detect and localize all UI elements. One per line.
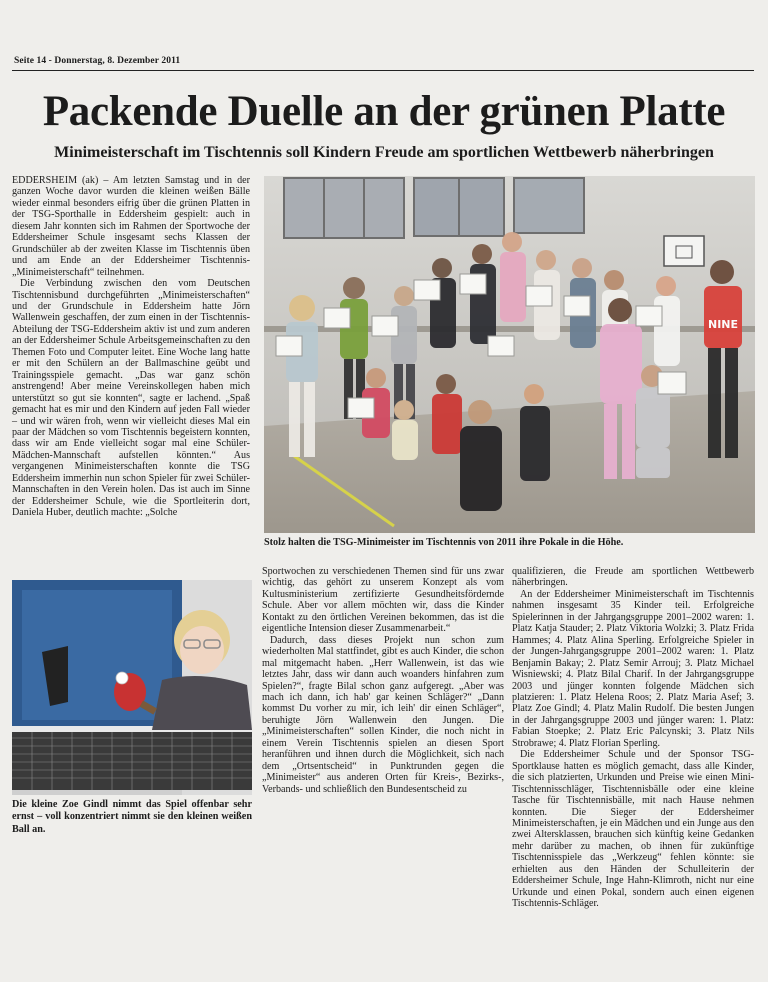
headline: Packende Duelle an der grünen Platte [42, 88, 726, 135]
article-column-1 [12, 175, 250, 519]
paragraph: An der Eddersheimer Minimeisterschaft im Tischtennis nahmen insgesamt 35 Kinder teil. Erfolgreiche Spielerinnen in der Jahrgangsgruppe 2001–2002 waren: 1. Platz Katja Stauder; 2. Platz Viktoria Wolzki; 3. Platz Frida Hammes; 4. Platz Alina Sperling. Erfolgreiche Spieler in der Jungen-Jahrgangsgruppe 2001–2002 waren: 1. Platz Benjamin Bakay; 2. Platz Semir Arrouj; 3. Platz Michael Wisniewski; 4. Platz Bilal Charif. In der Jahrgangsgruppe 2003 und jünger konnten folgende Mädchen sich platzieren: 1. Platz Helena Roos; 2. Platz Maria Asef; 3. Platz Zoe Gindl; 4. Platz Malin Rudolf. Die besten Jungen in der Jahrgangsgruppe 2003 und jünger waren: 1. Platz: Fabian Stoepke; 2. Platz Eric Palcynski; 3. Platz Nils Strobrawe; 4. Platz Florian Sperling. [512, 588, 754, 749]
page-folio: Seite 14 - Donnerstag, 8. Dezember 2011 [14, 56, 181, 66]
group-photo [264, 176, 755, 533]
paragraph: qualifizieren, die Freude am sportlichen Wettbewerb näherbringen. [512, 566, 754, 589]
zoe-photo-illustration [12, 580, 252, 795]
article-column-2 [262, 566, 504, 795]
shirt-text: NINE [708, 318, 739, 331]
subheadline: Minimeisterschaft im Tischtennis soll Kindern Freude am sportlichen Wettbewerb näherbringen [54, 144, 714, 161]
paragraph: Die Verbindung zwischen den vom Deutschen Tischtennisbund durchgeführten „Minimeisterschaften“ und der Grundschule in Eddersheim hatte Jörn Wallenwein geschaffen, der zum einen in der Tischtennis-Abteilung der TSG-Eddersheim aktiv ist und zum anderen an der Eddersheimer Schule Arbeitsgemeinschaften zu den Themen Foto und Computer leitet. Eine Woche lang hatte er mit den Schülern an der Ballmaschine geübt und Trainingsspiele gemacht. „Das war ganz schön anstrengend! Aber meine Vereinskollegen haben mich unterstützt so gut sie konnten“, sagte er lachend. „Spaß gemacht hat es mir und den Kindern auf jeden Fall wieder – und wir wären froh, wenn wir vielleicht dieses Mal ein paar der Mädchen so vom Tischtennis begeistern konnten, dass wir am Ende vielleicht sogar mal eine Schüler-Mädchen-Mannschaft aufstellen könnten.“ Aus vergangenen Minimeisterschaften konnte die TSG Eddersheim immerhin nun schon Spieler für zwei Schüler-Mannschaften in den Verein holen. Das ist auch im Sinne der Eddersheimer Schule, wie die Sportleiterin dort, Daniela Huber, deutlich machte: „Solche [12, 278, 250, 519]
paragraph: Sportwochen zu verschiedenen Themen sind für uns zwar wichtig, das gehört zu unserem Konzept als vom Kultusministerium zertifizierte Gesundheitsfördernde Schule. Aber vor allem möchten wir, dass die Kinder Kontakt zu den örtlichen Vereinen bekommen, das ist die eigentliche Intension dieser Zusammenarbeit.“ [262, 566, 504, 635]
zoe-photo [12, 580, 252, 795]
group-photo-caption: Stolz halten die TSG-Minimeister im Tischtennis von 2011 ihre Pokale in die Höhe. [264, 537, 624, 548]
header-rule [12, 70, 754, 71]
paragraph: Die Eddersheimer Schule und der Sponsor TSG-Sportklause hatten es möglich gemacht, dass alle Kinder, die sich platzierten, Urkunden und Preise wie einen Mini-Tischtennisschläger, Tischtennisbälle oder eine kleine Tasche für Tischtennisbälle, mit nach Hause nehmen konnten. Die Sieger der Eddersheimer Minimeisterschaften, je ein Mädchen und ein Junge aus den zwei Altersklassen, brauchen sich künftig keine Gedanken mehr darüber zu machen, ob ihnen für zukünftige Tischtennisspiele das „Werkzeug“ fehlen könnte: sie erhielten aus den Händen der Schulleiterin der Eddersheimer Schule, Inge Hahn-Klimroth, nicht nur eine Urkunde und einen Pokal, sondern auch einen eigenen Tischtennis-Schläger. [512, 749, 754, 910]
zoe-photo-caption: Die kleine Zoe Gindl nimmt das Spiel offenbar sehr ernst – voll konzentriert nimmt sie den kleinen weißen Ball an. [12, 799, 252, 835]
paragraph: EDDERSHEIM (ak) – Am letzten Samstag und in der ganzen Woche davor wurden die kleinen weißen Bälle wieder einmal besonders eifrig über die grünen Platten in der TSG-Sporthalle in Eddersheim gespielt: auch in diesem Jahr konnten sich im Rahmen der Sportwoche der Eddersheimer Schule insgesamt sechs Klassen der Grundschüler ab der zweiten Klasse im Tischtennis üben und am Ende an der Eddersheimer Tischtennis-„Minimeisterschaft“ teilnehmen. [12, 175, 250, 278]
group-photo-illustration [264, 176, 755, 533]
paragraph: Dadurch, dass dieses Projekt nun schon zum wiederholten Mal stattfindet, gibt es auch Kinder, die schon mal mitgemacht haben. „Herr Wallenwein, ist das wie letztes Jahr, dass wir dann auch woanders hinfahren zum Spielen?“, fragte Bilal schon ganz aufgeregt. „Aber was mach ich dann, ich hab' gar keinen Schläger?“ „Dann kommst Du vorher zu mir, ich leih' dir einen Schläger“, beruhigte Jörn Wallenwein den Jungen. Die „Minimeisterschaften“ sollen Kinder, die noch nicht in einem Verein Tischtennis spielen an diesen Sport heranführen und ihnen durch die Möglichkeit, sich nach dem „Ortsentscheid“ in Punktrunden gegen die „Minimeister“ aus anderen Orten für Kreis-, Bezirks-, Verbands- und schließlich den Bundesentscheid zu [262, 634, 504, 795]
article-column-3 [512, 566, 754, 910]
